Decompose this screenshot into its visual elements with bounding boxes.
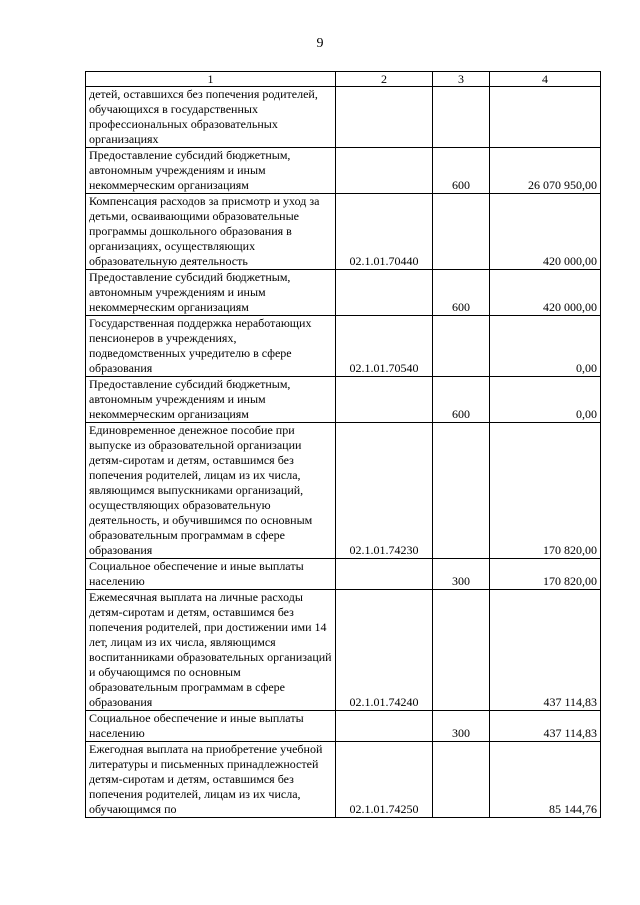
row-type-cell [433, 316, 490, 377]
table-row [86, 590, 601, 711]
row-type-cell: 300 [433, 559, 490, 590]
row-name-cell: детей, оставшихся без попечения родителей, обучающихся в государственных профессиональных образовательных организациях [86, 87, 336, 148]
row-name-cell: Предоставление субсидий бюджетным, автономным учреждениям и иным некоммерческим организациям [86, 148, 336, 194]
row-type-cell [433, 590, 490, 711]
row-sum-cell: 420 000,00 [490, 270, 601, 316]
row-code-cell [336, 270, 433, 316]
row-name-cell: Единовременное денежное пособие при выпуске из образовательной организации детям-сиротам и детям, оставшимся без попечения родителей, лицам из их числа, являющимся выпускниками организаций, осуществляющих образовательную деятельность, и обучившимся по основным образовательным программам в сфере образования [86, 423, 336, 559]
table-row [86, 742, 601, 818]
budget-table [85, 71, 601, 818]
row-type-cell [433, 742, 490, 818]
row-code-cell [336, 377, 433, 423]
row-sum-cell: 0,00 [490, 377, 601, 423]
row-code-cell: 02.1.01.70440 [336, 194, 433, 270]
row-type-cell: 600 [433, 148, 490, 194]
row-type-cell: 300 [433, 711, 490, 742]
row-code-cell: 02.1.01.70540 [336, 316, 433, 377]
column-header-3: 3 [433, 72, 490, 87]
row-name-cell: Ежегодная выплата на приобретение учебной литературы и письменных принадлежностей детям-сиротам и детям, оставшимся без попечения родителей, лицам из их числа, обучающимся по [86, 742, 336, 818]
row-code-cell: 02.1.01.74240 [336, 590, 433, 711]
row-sum-cell: 0,00 [490, 316, 601, 377]
row-type-cell [433, 194, 490, 270]
row-name-cell: Компенсация расходов за присмотр и уход за детьми, осваивающими образовательные программы дошкольного образования в организациях, осуществляющих образовательную деятельность [86, 194, 336, 270]
row-type-cell: 600 [433, 377, 490, 423]
page-number: 9 [316, 36, 324, 51]
table-row [86, 270, 601, 316]
row-sum-cell: 420 000,00 [490, 194, 601, 270]
table-row [86, 377, 601, 423]
table-row [86, 423, 601, 559]
row-code-cell [336, 559, 433, 590]
row-sum-cell: 437 114,83 [490, 590, 601, 711]
table-header-row [86, 72, 601, 87]
row-sum-cell [490, 87, 601, 148]
row-sum-cell: 85 144,76 [490, 742, 601, 818]
column-header-2: 2 [336, 72, 433, 87]
table-row [86, 148, 601, 194]
table-row [86, 87, 601, 148]
row-name-cell: Социальное обеспечение и иные выплаты населению [86, 711, 336, 742]
row-code-cell: 02.1.01.74230 [336, 423, 433, 559]
row-name-cell: Предоставление субсидий бюджетным, автономным учреждениям и иным некоммерческим организациям [86, 377, 336, 423]
table-row [86, 316, 601, 377]
row-type-cell [433, 423, 490, 559]
row-name-cell: Ежемесячная выплата на личные расходы детям-сиротам и детям, оставшимся без попечения родителей, при достижении ими 14 лет, лицам из их числа, являющимся воспитанниками образовательных организаций и обучающимся по основным образовательным программам в сфере образования [86, 590, 336, 711]
column-header-4: 4 [490, 72, 601, 87]
row-code-cell: 02.1.01.74250 [336, 742, 433, 818]
row-type-cell [433, 87, 490, 148]
row-name-cell: Социальное обеспечение и иные выплаты населению [86, 559, 336, 590]
row-sum-cell: 170 820,00 [490, 423, 601, 559]
row-code-cell [336, 87, 433, 148]
row-sum-cell: 26 070 950,00 [490, 148, 601, 194]
row-code-cell [336, 148, 433, 194]
table-row [86, 711, 601, 742]
table-row [86, 559, 601, 590]
row-code-cell [336, 711, 433, 742]
table-row [86, 194, 601, 270]
row-type-cell: 600 [433, 270, 490, 316]
row-name-cell: Предоставление субсидий бюджетным, автономным учреждениям и иным некоммерческим организациям [86, 270, 336, 316]
column-header-1: 1 [86, 72, 336, 87]
row-sum-cell: 437 114,83 [490, 711, 601, 742]
row-name-cell: Государственная поддержка неработающих пенсионеров в учреждениях, подведомственных учредителю в сфере образования [86, 316, 336, 377]
row-sum-cell: 170 820,00 [490, 559, 601, 590]
